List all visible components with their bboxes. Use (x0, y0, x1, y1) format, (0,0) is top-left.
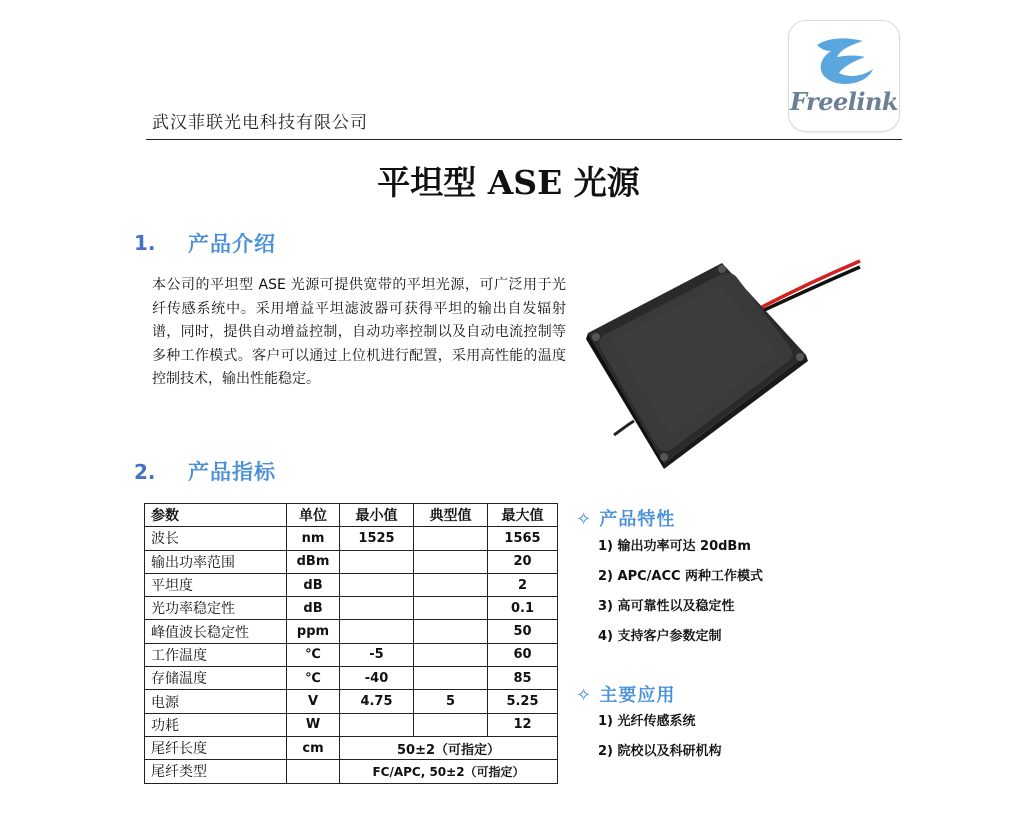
cell-param: 工作温度 (145, 643, 287, 666)
cell-param: 尾纤长度 (145, 736, 287, 759)
cell-min (340, 713, 414, 736)
cell-param: 光功率稳定性 (145, 597, 287, 620)
header-min: 最小值 (340, 504, 414, 527)
product-photo (582, 255, 867, 470)
cell-min (340, 620, 414, 643)
features-heading (576, 505, 675, 531)
cell-unit: V (287, 690, 340, 713)
header-max: 最大值 (488, 504, 558, 527)
cell-min: -5 (340, 643, 414, 666)
company-name: 武汉菲联光电科技有限公司 (152, 113, 368, 133)
cell-param: 功耗 (145, 713, 287, 736)
freelink-logo-icon (807, 31, 881, 91)
cell-max: 0.1 (488, 597, 558, 620)
cell-min (340, 550, 414, 573)
spec-header-row (145, 504, 558, 527)
applications-heading (576, 681, 675, 707)
table-row (145, 713, 558, 736)
cell-unit (287, 760, 340, 783)
table-row (145, 690, 558, 713)
cell-unit: ℃ (287, 643, 340, 666)
document-title: 平坦型 ASE 光源 (377, 163, 640, 202)
cell-max: 5.25 (488, 690, 558, 713)
cell-unit: cm (287, 736, 340, 759)
cell-param: 尾纤类型 (145, 760, 287, 783)
cell-typ (414, 713, 488, 736)
feature-item: 1) 输出功率可达 20dBm (598, 539, 751, 554)
cell-max: 12 (488, 713, 558, 736)
cell-unit: ppm (287, 620, 340, 643)
feature-item: 2) APC/ACC 两种工作模式 (598, 569, 764, 584)
header-divider (146, 139, 902, 140)
table-row (145, 527, 558, 550)
header-unit: 单位 (287, 504, 340, 527)
application-item: 2) 院校以及科研机构 (598, 744, 722, 759)
cell-max: 50 (488, 620, 558, 643)
cell-param: 电源 (145, 690, 287, 713)
cell-spanned-value: FC/APC, 50±2（可指定） (340, 760, 558, 783)
cell-min: 4.75 (340, 690, 414, 713)
cell-typ (414, 597, 488, 620)
cell-max: 2 (488, 573, 558, 596)
cell-max: 20 (488, 550, 558, 573)
header-typ: 典型值 (414, 504, 488, 527)
table-row (145, 573, 558, 596)
cell-typ (414, 620, 488, 643)
cell-param: 峰值波长稳定性 (145, 620, 287, 643)
application-item: 1) 光纤传感系统 (598, 714, 696, 729)
table-row (145, 667, 558, 690)
cell-param: 存储温度 (145, 667, 287, 690)
sparkle-icon: ✧ (576, 685, 593, 706)
cell-max: 85 (488, 667, 558, 690)
section-1-number: 1. (134, 231, 156, 255)
cell-unit: W (287, 713, 340, 736)
cell-typ (414, 527, 488, 550)
cell-typ (414, 550, 488, 573)
cell-param: 输出功率范围 (145, 550, 287, 573)
cell-unit: nm (287, 527, 340, 550)
spec-table (144, 503, 558, 784)
cell-min: -40 (340, 667, 414, 690)
applications-title: 主要应用 (599, 685, 676, 706)
cell-unit: dB (287, 573, 340, 596)
header-param: 参数 (145, 504, 287, 527)
cell-spanned-value: 50±2（可指定） (340, 736, 558, 759)
company-logo (788, 20, 900, 132)
intro-paragraph: 本公司的平坦型 ASE 光源可提供宽带的平坦光源，可广泛用于光纤传感系统中。采用增益平坦滤波器可获得平坦的输出自发辐射谱，同时，提供自动增益控制，自动功率控制以及自动电流控制等多种工作模式。客户可以通过上位机进行配置，采用高性能的温度控制技术，输出性能稳定。 (152, 277, 566, 387)
table-row (145, 620, 558, 643)
cell-unit: ℃ (287, 667, 340, 690)
section-1-title: 产品介绍 (188, 232, 276, 256)
cell-param: 平坦度 (145, 573, 287, 596)
feature-item: 4) 支持客户参数定制 (598, 629, 722, 644)
table-row (145, 736, 558, 759)
cell-typ: 5 (414, 690, 488, 713)
logo-wordmark: Freelink (789, 87, 899, 116)
cell-typ (414, 573, 488, 596)
cell-typ (414, 643, 488, 666)
cell-typ (414, 667, 488, 690)
cell-param: 波长 (145, 527, 287, 550)
cell-max: 1565 (488, 527, 558, 550)
cell-unit: dBm (287, 550, 340, 573)
section-2-title: 产品指标 (188, 460, 276, 484)
cell-min (340, 573, 414, 596)
table-row (145, 597, 558, 620)
features-title: 产品特性 (599, 509, 676, 530)
cell-min (340, 597, 414, 620)
section-2-number: 2. (134, 460, 156, 484)
table-row (145, 550, 558, 573)
table-row (145, 760, 558, 783)
feature-item: 3) 高可靠性以及稳定性 (598, 599, 735, 614)
cell-min: 1525 (340, 527, 414, 550)
table-row (145, 643, 558, 666)
cell-max: 60 (488, 643, 558, 666)
sparkle-icon: ✧ (576, 509, 593, 530)
cell-unit: dB (287, 597, 340, 620)
